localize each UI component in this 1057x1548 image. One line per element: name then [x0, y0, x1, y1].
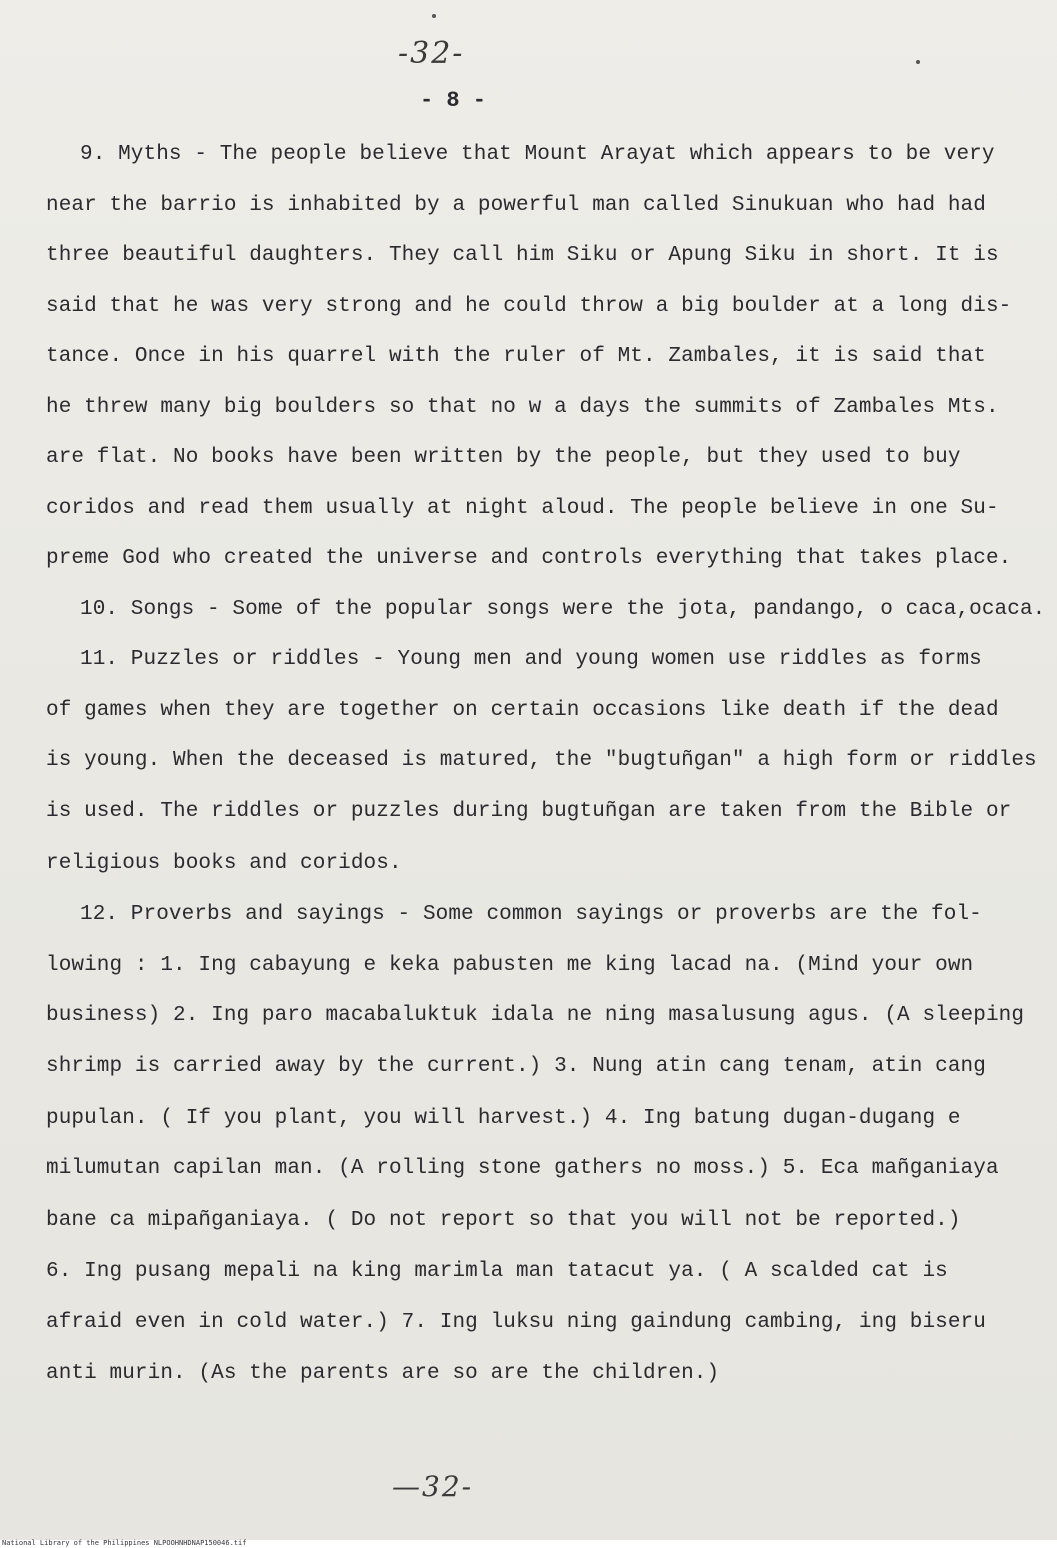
- body-line: 11. Puzzles or riddles - Young men and young women use riddles as forms: [80, 648, 982, 671]
- body-line: is used. The riddles or puzzles during bugtuñgan are taken from the Bible or: [46, 800, 1012, 823]
- body-line: he threw many big boulders so that no w a days the summits of Zambales Mts.: [46, 396, 999, 419]
- body-line: are flat. No books have been written by the people, but they used to buy: [46, 446, 961, 469]
- body-line: three beautiful daughters. They call him Siku or Apung Siku in short. It is: [46, 244, 999, 267]
- body-line: pupulan. ( If you plant, you will harvest.) 4. Ing batung dugan-dugang e: [46, 1107, 961, 1130]
- body-line: anti murin. (As the parents are so are the children.): [46, 1362, 720, 1385]
- handwritten-page-number-top: -32-: [398, 36, 465, 71]
- body-line: afraid even in cold water.) 7. Ing luksu ning gaindung cambing, ing biseru: [46, 1311, 986, 1334]
- body-line: shrimp is carried away by the current.) 3. Nung atin cang tenam, atin cang: [46, 1055, 986, 1078]
- body-line: of games when they are together on certain occasions like death if the dead: [46, 699, 999, 722]
- scan-footer-text: National Library of the Philippines NLPOOHNHDNAP150046.tif: [2, 1539, 247, 1547]
- body-line: is young. When the deceased is matured, the "bugtuñgan" a high form or riddles: [46, 749, 1037, 772]
- speck: [916, 60, 920, 64]
- body-line: coridos and read them usually at night aloud. The people believe in one Su-: [46, 497, 999, 520]
- body-line: bane ca mipañganiaya. ( Do not report so that you will not be reported.): [46, 1209, 961, 1232]
- body-line: milumutan capilan man. (A rolling stone gathers no moss.) 5. Eca mañganiaya: [46, 1157, 999, 1180]
- body-line: lowing : 1. Ing cabayung e keka pabusten me king lacad na. (Mind your own: [46, 954, 974, 977]
- scan-footer: [0, 1540, 1057, 1548]
- body-line: tance. Once in his quarrel with the ruler of Mt. Zambales, it is said that: [46, 345, 986, 368]
- body-line: business) 2. Ing paro macabaluktuk idala ne ning masalusung agus. (A sleeping: [46, 1004, 1025, 1027]
- speck: [432, 14, 436, 18]
- body-line: 9. Myths - The people believe that Mount Arayat which appears to be very: [80, 143, 995, 166]
- body-line: 10. Songs - Some of the popular songs were the jota, pandango, o caca,ocaca.: [80, 598, 1046, 621]
- body-line: near the barrio is inhabited by a powerful man called Sinukuan who had had: [46, 194, 986, 217]
- body-line: religious books and coridos.: [46, 852, 402, 875]
- body-line: said that he was very strong and he could throw a big boulder at a long dis-: [46, 295, 1012, 318]
- typed-page-number: - 8 -: [420, 88, 487, 113]
- body-line: 12. Proverbs and sayings - Some common sayings or proverbs are the fol-: [80, 903, 982, 926]
- body-line: preme God who created the universe and controls everything that takes place.: [46, 547, 1012, 570]
- handwritten-page-number-bottom: —32-: [392, 1470, 474, 1503]
- body-line: 6. Ing pusang mepali na king marimla man tatacut ya. ( A scalded cat is: [46, 1260, 948, 1283]
